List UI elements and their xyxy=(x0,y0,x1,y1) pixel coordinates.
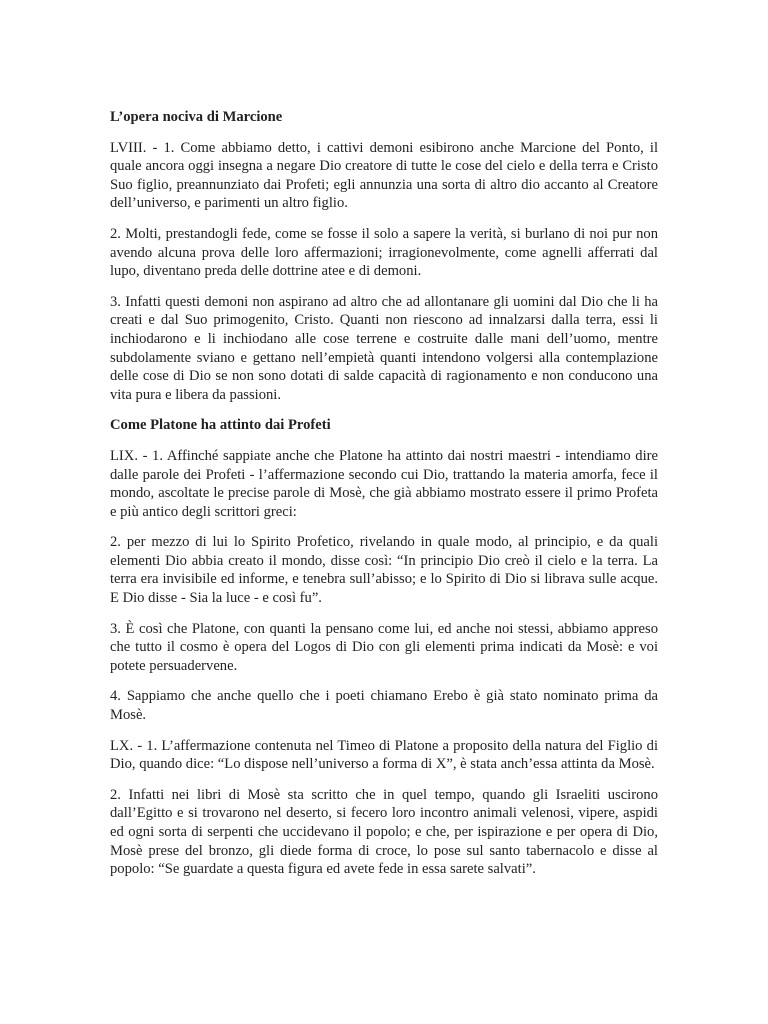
paragraph: LVIII. - 1. Come abbiamo detto, i cattivi demoni esibirono anche Marcione del Ponto, il quale ancora oggi insegna a negare Dio creatore di tutte le cose del cielo e della terra e Cristo Suo figlio, preannunziato dai Profeti; egli annunzia una sorta di altro dio accanto al Creatore dell’universo, e parimenti un altro figlio. xyxy=(110,139,658,212)
paragraph: 3. Infatti questi demoni non aspirano ad altro che ad allontanare gli uomini dal Dio che li ha creati e dal Suo primogenito, Cristo. Quanti non riescono ad innalzarsi dalla terra, essi li inchiodarono e li inchiodano alle cose terrene e costruite dalle mani dell’uomo, mentre subdolamente sviano e gettano nell’empietà quanti intendono volgersi alla contemplazione delle cose di Dio se non sono dotati di salde capacità di ragionamento e non conducono una vita pura e libera da passioni. xyxy=(110,293,658,403)
paragraph: 3. È così che Platone, con quanti la pensano come lui, ed anche noi stessi, abbiamo appreso che tutto il cosmo è opera del Logos di Dio con gli elementi prima indicati da Mosè: e voi potete persuadervene. xyxy=(110,620,658,674)
section-heading: L’opera nociva di Marcione xyxy=(110,109,283,125)
section-platone xyxy=(110,416,658,878)
section-marcione xyxy=(110,108,658,404)
section-heading: Come Platone ha attinto dai Profeti xyxy=(110,417,331,434)
paragraph: 2. per mezzo di lui lo Spirito Profetico, rivelando in quale modo, al principio, e da quali elementi Dio abbia creato il mondo, disse così: “In principio Dio creò il cielo e la terra. La terra era invisibile ed informe, e tenebra sull’abisso; e lo Spirito di Dio si librava sulle acque. E Dio disse - Sia la luce - e così fu”. xyxy=(110,534,658,607)
paragraph: LX. - 1. L’affermazione contenuta nel Timeo di Platone a proposito della natura del Figlio di Dio, quando dice: “Lo dispose nell’universo a forma di X”, è stata anch’essa attinta da Mosè. xyxy=(110,737,658,773)
paragraph: 2. Molti, prestandogli fede, come se fosse il solo a sapere la verità, si burlano di noi pur non avendo alcuna prova delle loro affermazioni; irragionevolmente, come agnelli afferrati dal lupo, diventano preda delle dottrine atee e di demoni. xyxy=(110,225,658,280)
paragraph: LIX. - 1. Affinché sappiate anche che Platone ha attinto dai nostri maestri - intendiamo dire dalle parole dei Profeti - l’affermazione secondo cui Dio, trattando la materia amorfa, fece il mondo, ascoltate le precise parole di Mosè, che già abbiamo mostrato essere il primo Profeta e più antico degli scrittori greci: xyxy=(110,447,658,520)
document-page xyxy=(110,108,658,891)
paragraph: 2. Infatti nei libri di Mosè sta scritto che in quel tempo, quando gli Israeliti uscirono dall’Egitto e si trovarono nel deserto, si fecero loro incontro animali velenosi, vipere, aspidi ed ogni sorta di serpenti che uccidevano il popolo; e che, per ispirazione e per opera di Dio, Mosè prese del bronzo, gli diede forma di croce, lo pose sul santo tabernacolo e disse al popolo: “Se guardate a questa figura ed avete fede in essa sarete salvati”. xyxy=(110,786,658,878)
paragraph: 4. Sappiamo che anche quello che i poeti chiamano Erebo è già stato nominato prima da Mosè. xyxy=(110,688,658,724)
